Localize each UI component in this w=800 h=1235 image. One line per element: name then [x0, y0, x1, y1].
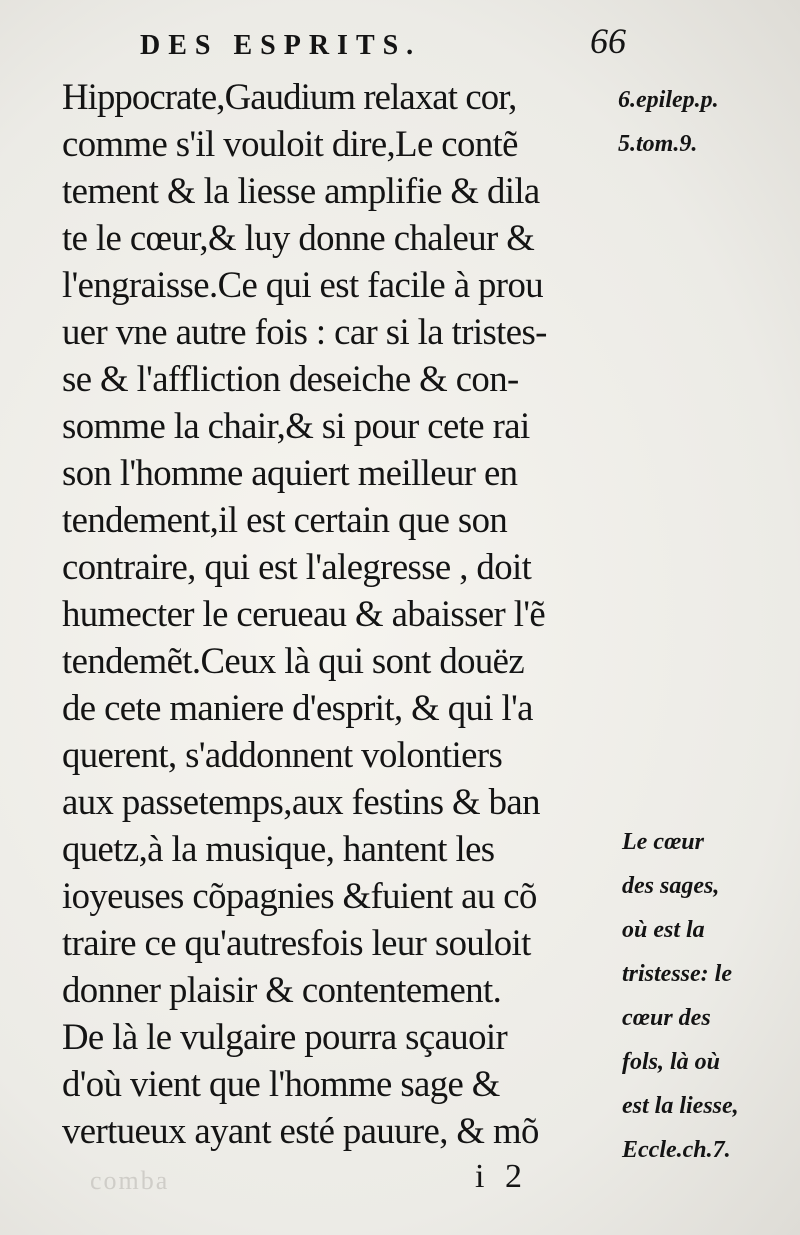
margin-reference-line: 5.tom.9. — [618, 131, 698, 157]
text-line: comme s'il vouloit dire,Le contẽ — [62, 124, 518, 165]
text-line: son l'homme aquiert meilleur en — [62, 453, 518, 494]
margin-note-line: Le cœur — [622, 829, 704, 855]
text-line: ioyeuses cõpagnies &fuient au cõ — [62, 876, 537, 917]
text-line: de cete maniere d'esprit, & qui l'a — [62, 688, 533, 729]
text-line: somme la chair,& si pour cete rai — [62, 406, 530, 447]
text-line: quetz,à la musique, hantent les — [62, 829, 495, 870]
text-line: De là le vulgaire pourra sçauoir — [62, 1017, 508, 1058]
text-line: d'où vient que l'homme sage & — [62, 1064, 500, 1105]
text-line: se & l'affliction deseiche & con- — [62, 359, 519, 400]
margin-reference-line: 6.epilep.p. — [618, 87, 719, 113]
text-line: tendement,il est certain que son — [62, 500, 508, 541]
text-line: traire ce qu'autresfois leur souloit — [62, 923, 531, 964]
signature-mark: i 2 — [475, 1158, 528, 1195]
margin-note-line: où est la — [622, 917, 705, 943]
body-text — [62, 74, 622, 1155]
text-line: te le cœur,& luy donne chaleur & — [62, 218, 535, 259]
text-line: contraire, qui est l'alegresse , doit — [62, 547, 532, 588]
margin-note-line: tristesse: le — [622, 961, 732, 987]
text-line: tement & la liesse amplifie & dila — [62, 171, 540, 212]
page-header — [0, 18, 800, 68]
text-line: aux passetemps,aux festins & ban — [62, 782, 540, 823]
page-number: 66 — [590, 21, 626, 61]
margin-note-line: des sages, — [622, 873, 720, 899]
margin-note-line: fols, là où — [622, 1049, 721, 1075]
text-line: querent, s'addonnent volontiers — [62, 735, 503, 776]
text-line: uer vne autre fois : car si la tristes- — [62, 312, 547, 353]
margin-note-line: cœur des — [622, 1005, 711, 1031]
text-line: humecter le cerueau & abaisser l'ẽ — [62, 594, 546, 635]
margin-reference — [618, 78, 719, 166]
margin-note — [622, 820, 772, 1172]
running-head: DES ESPRITS. — [140, 30, 422, 61]
text-line: Hippocrate,Gaudium relaxat cor, — [62, 77, 517, 118]
margin-note-line: est la liesse, — [622, 1093, 739, 1119]
margin-note-line: Eccle.ch.7. — [622, 1137, 731, 1163]
text-line: vertueux ayant esté pauure, & mõ — [62, 1111, 539, 1152]
bleed-through-text: comba — [90, 1166, 170, 1195]
text-line: l'engraisse.Ce qui est facile à prou — [62, 265, 543, 306]
text-line: tendemẽt.Ceux là qui sont douëz — [62, 641, 525, 682]
text-line: donner plaisir & contentement. — [62, 970, 502, 1011]
